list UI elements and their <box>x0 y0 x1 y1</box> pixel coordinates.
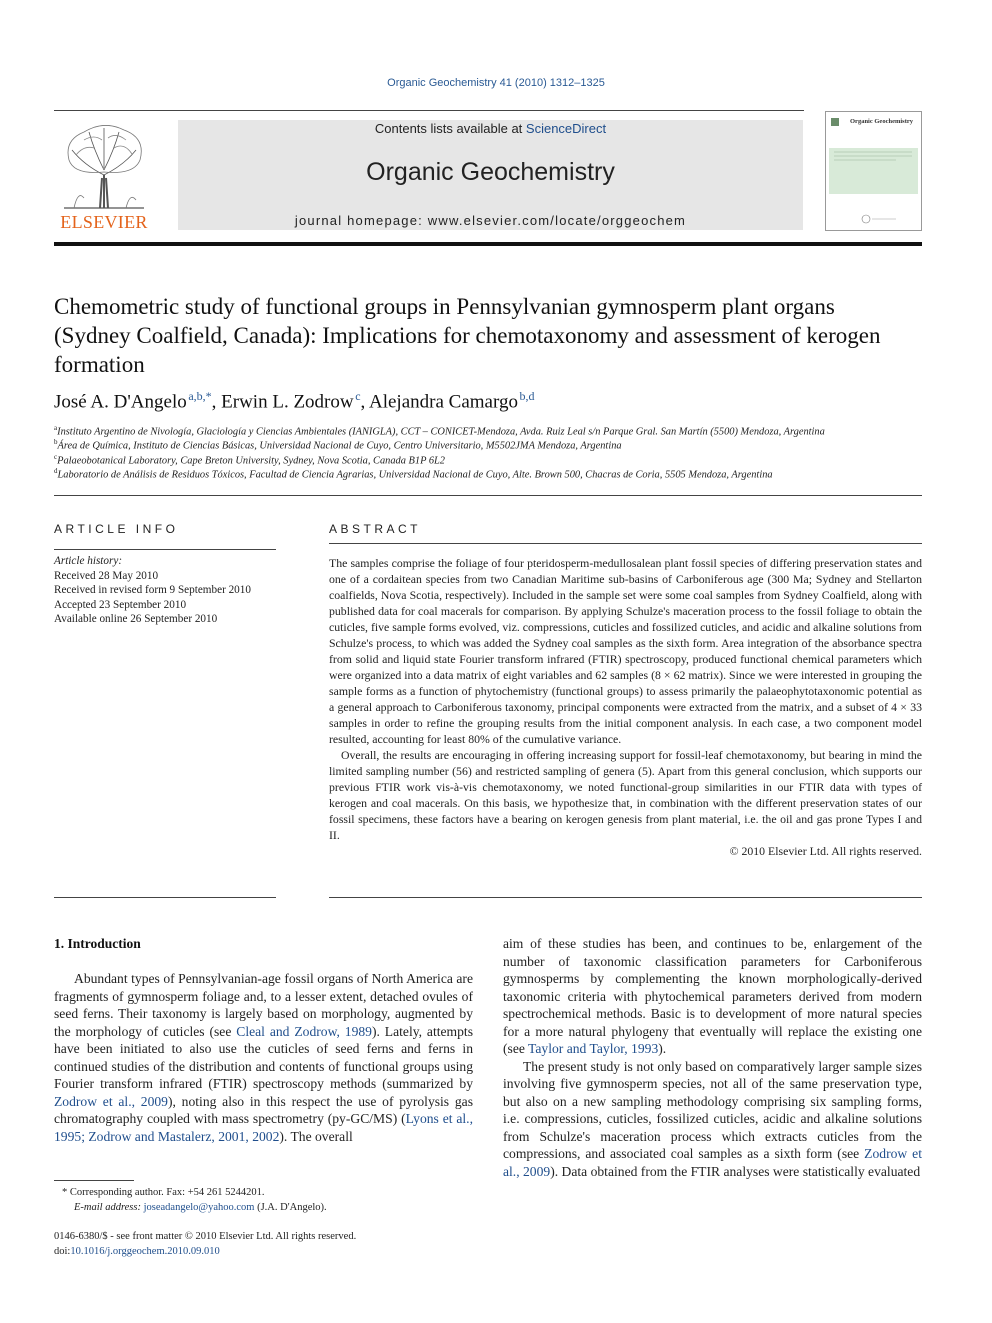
footnote-rule <box>54 1180 134 1181</box>
author-list: José A. D'Angelo $^{a,b,*}$, Erwin L. Zodrow $^c$, Alejandra Camargo $^{b,d}$ <box>54 389 535 413</box>
header-top-rule <box>54 110 804 111</box>
article-info-bottom-rule <box>54 897 276 898</box>
abstract-copyright: © 2010 Elsevier Ltd. All rights reserved. <box>729 844 922 858</box>
affiliation-marker: a <box>54 424 58 432</box>
abstract-body <box>329 555 922 859</box>
journal-homepage <box>178 213 803 228</box>
history-entry: Received 28 May 2010 <box>54 569 159 582</box>
journal-name: Organic Geochemistry <box>366 158 615 186</box>
cover-title: Organic Geochemistry <box>850 118 913 125</box>
section-heading-introduction: 1. Introduction <box>54 936 141 951</box>
abstract-rule <box>329 543 922 544</box>
email-suffix: (J.A. D'Angelo). <box>254 1201 327 1213</box>
citation-link[interactable]: Lyons et al., 1995; Zodrow and Mastalerz, 2001, 2002 <box>54 1111 473 1144</box>
article-history <box>54 554 276 627</box>
corresponding-author-note: * Corresponding author. Fax: +54 261 5244201. <box>62 1187 265 1198</box>
abstract-paragraph: Overall, the results are encouraging in offering increasing support for fossil-leaf chemotaxonomy, but bearing in mind the limited sampling number (56) and restricted sampling of genera (5). Apart from this general conclusion, which supports our previous FTIR work vis-à-vis chemotaxonomy, we noted functional-group similarities in our FTIR data with types of kerogen and coal macerals. On this basis, we hypothesize that, in combination with the different preservation states of our fossil specimens, these factors have a bearing on kerogen genesis from plant material, i.e. the oil and gas prone Types I and II. <box>329 748 922 842</box>
author-affiliation-marker[interactable]: b,d <box>519 389 535 403</box>
body-text: ). <box>658 1041 667 1056</box>
affiliation-text: Instituto Argentino de Nivología, Glaciología y Ciencias Ambientales (IANIGLA), CCT – CONICET-Mendoza, Avda. Ruiz Leal s/n Parque Gral. San Martín (5500) Mendoza, Argentina <box>57 426 825 438</box>
citation-link[interactable]: Taylor and Taylor, 1993 <box>528 1041 659 1056</box>
body-text: Abundant types of Pennsylvanian-age fossil organs of North America are fragments of gymnosperm foliage and, to a lesser extent, detached ovules of seed ferns. Their taxonomy is largely based on morphology, augmented by the morphology of cuticles (see <box>54 971 473 1039</box>
citation-link[interactable]: Zodrow et al., 2009 <box>54 1093 168 1109</box>
author-name[interactable]: Erwin L. Zodrow <box>221 391 354 413</box>
intro-right-column <box>503 935 922 1180</box>
author-affiliation-marker[interactable]: c <box>355 389 361 403</box>
author-name[interactable]: José A. D'Angelo <box>54 391 187 413</box>
affiliation-text: Área de Química, Instituto de Ciencias Básicas, Universidad Nacional de Cuyo, Centro Universitario, M5502JMA Mendoza, Argentina <box>57 440 622 452</box>
body-text: ). The overall <box>279 1128 353 1144</box>
citation-link[interactable]: Cleal and Zodrow, 1989 <box>236 1023 372 1039</box>
affiliation <box>54 453 922 466</box>
history-entry: Available online 26 September 2010 <box>54 613 218 625</box>
issn-line: 0146-6380/$ - see front matter © 2010 Elsevier Ltd. All rights reserved. <box>54 1231 357 1242</box>
affiliation-text: Laboratorio de Análisis de Residuos Tóxicos, Facultad de Ciencia Agrarias, Universidad Nacional de Cuyo, Alte. Brown 500, Chacras de Coria, 5505 Mendoza, Argentina <box>57 469 773 481</box>
affiliation-text: Palaeobotanical Laboratory, Cape Breton University, Sydney, Nova Scotia, Canada B1P 6L2 <box>57 455 445 467</box>
contents-availability <box>178 121 803 136</box>
journal-cover-thumbnail[interactable] <box>825 111 922 231</box>
affiliation-rule <box>54 495 922 496</box>
body-text: ). Lately, attempts have been initiated to also use the cuticles of seed ferns and ferns in continued studies of the distribution and contents of functional groups using Fourier transform infrared (FTIR) spectroscopy methods (summarized by <box>54 1023 473 1091</box>
abstract-bottom-rule <box>329 897 922 898</box>
history-label: Article history: <box>54 555 123 567</box>
footnotes <box>62 1186 472 1215</box>
homepage-url[interactable]: www.elsevier.com/locate/orggeochem <box>427 213 687 228</box>
body-paragraph <box>503 1058 922 1181</box>
contents-prefix: Contents lists available at <box>374 121 526 136</box>
abstract-heading: ABSTRACT <box>329 522 422 536</box>
email-note <box>62 1201 472 1216</box>
email-label: E-mail address: <box>74 1201 141 1213</box>
history-entry: Received in revised form 9 September 2010 <box>54 584 251 596</box>
elsevier-wordmark: ELSEVIER <box>60 212 148 232</box>
article-info-rule <box>54 549 276 550</box>
body-text: ). Data obtained from the FTIR analyses were statistically evaluated <box>550 1163 921 1179</box>
publication-info <box>54 1230 474 1259</box>
doi-link[interactable]: 10.1016/j.orggeochem.2010.09.010 <box>70 1245 220 1257</box>
journal-reference-link[interactable]: Organic Geochemistry 41 (2010) 1312–1325 <box>387 77 605 89</box>
affiliation <box>54 438 922 451</box>
body-text: The present study is not only based on comparatively larger sample sizes involving five gymnosperm species, not all of the same preservation type, but also on a new sampling methodology comprising six sampling forms, i.e. compressions, cuticles, fossilized cuticles, acidic and alkaline solutions from Schulze's maceration process which extracts cuticles from the compressions, and associated coal samples as a sixth form (see <box>503 1058 922 1161</box>
history-entry: Accepted 23 September 2010 <box>54 598 187 611</box>
header-thick-rule <box>54 242 922 246</box>
affiliation <box>54 467 922 480</box>
article-info-heading: ARTICLE INFO <box>54 522 179 536</box>
intro-left-column <box>54 970 473 1145</box>
doi-line <box>54 1245 474 1260</box>
homepage-prefix: journal homepage: <box>294 213 428 228</box>
body-text: aim of these studies has been, and continues to be, enlargement of the number of taxonomic classification parameters for Carboniferous gymnosperms by complementing the known morphologically-derived taxonomic criteria with phytochemical parameters derived from modern spectrochemical methods. Basic is to development of more natural species for a more natural phylogeny that eventually will replace the existing one (see <box>503 936 922 1056</box>
affiliation-marker: b <box>54 438 58 446</box>
doi-label: doi: <box>54 1245 71 1257</box>
affiliation <box>54 424 922 437</box>
affiliation-marker: c <box>54 453 58 461</box>
body-text: ), noting also in this respect the use of pyrolysis gas chromatography coupled with mass spectrometry (py-GC/MS) ( <box>54 1093 473 1126</box>
abstract-paragraph: The samples comprise the foliage of four pteridosperm-medullosalean plant fossil species of differing preservation states and one of a cordaitean species from two Canadian Maritime sub-basins of Carboniferous age (300 Ma; Sydney and Stellarton coalfields, Nova Scotia, respectively). Included in the sample set were some coal samples from Sydney Coalfield, along with published data for coal macerals for comparison. By applying Schulze's maceration process to the fossil foliage to obtain the cuticles, five sample forms evolved, viz. compressions, cuticles and fossilized cuticles, and acidic and alkaline solutions from Schulze's process, to which was added the Sydney coal samples as the sixth form. Area integration of the absorbance spectra from solid and liquid state Fourier transform infrared (FTIR) spectroscopy, produced functional chemical parameters which were organized into a data matrix of eight variables and 62 samples (8 × 62 matrix). Since we were interested in grouping the sample forms as a function of phytochemistry (functional groups) to assess primarily the palaeophytotaxonomic potential as a general approach to Carboniferous taxonomy, principal components were extracted from the matrix, and a subset of 4 × 33 samples in order to refine the grouping results from the initial component analysis. In each case, a two component model resulted, accounting for least 80% of the cumulative variance. <box>329 556 922 746</box>
author-name[interactable]: Alejandra Camargo <box>368 391 518 413</box>
article-title: Chemometric study of functional groups in Pennsylvanian gymnosperm plant organs (Sydney Coalfield, Canada): Implications for chemotaxonomy and assessment of kerogen formation <box>54 294 881 377</box>
author-affiliation-marker[interactable]: a,b,* <box>188 389 212 403</box>
affiliation-marker: d <box>54 467 58 475</box>
body-paragraph <box>503 935 922 1058</box>
sciencedirect-link[interactable]: ScienceDirect <box>525 121 607 136</box>
citation-link[interactable]: Zodrow et al., 2009 <box>503 1146 922 1179</box>
email-link[interactable]: joseadangelo@yahoo.com <box>143 1201 255 1213</box>
